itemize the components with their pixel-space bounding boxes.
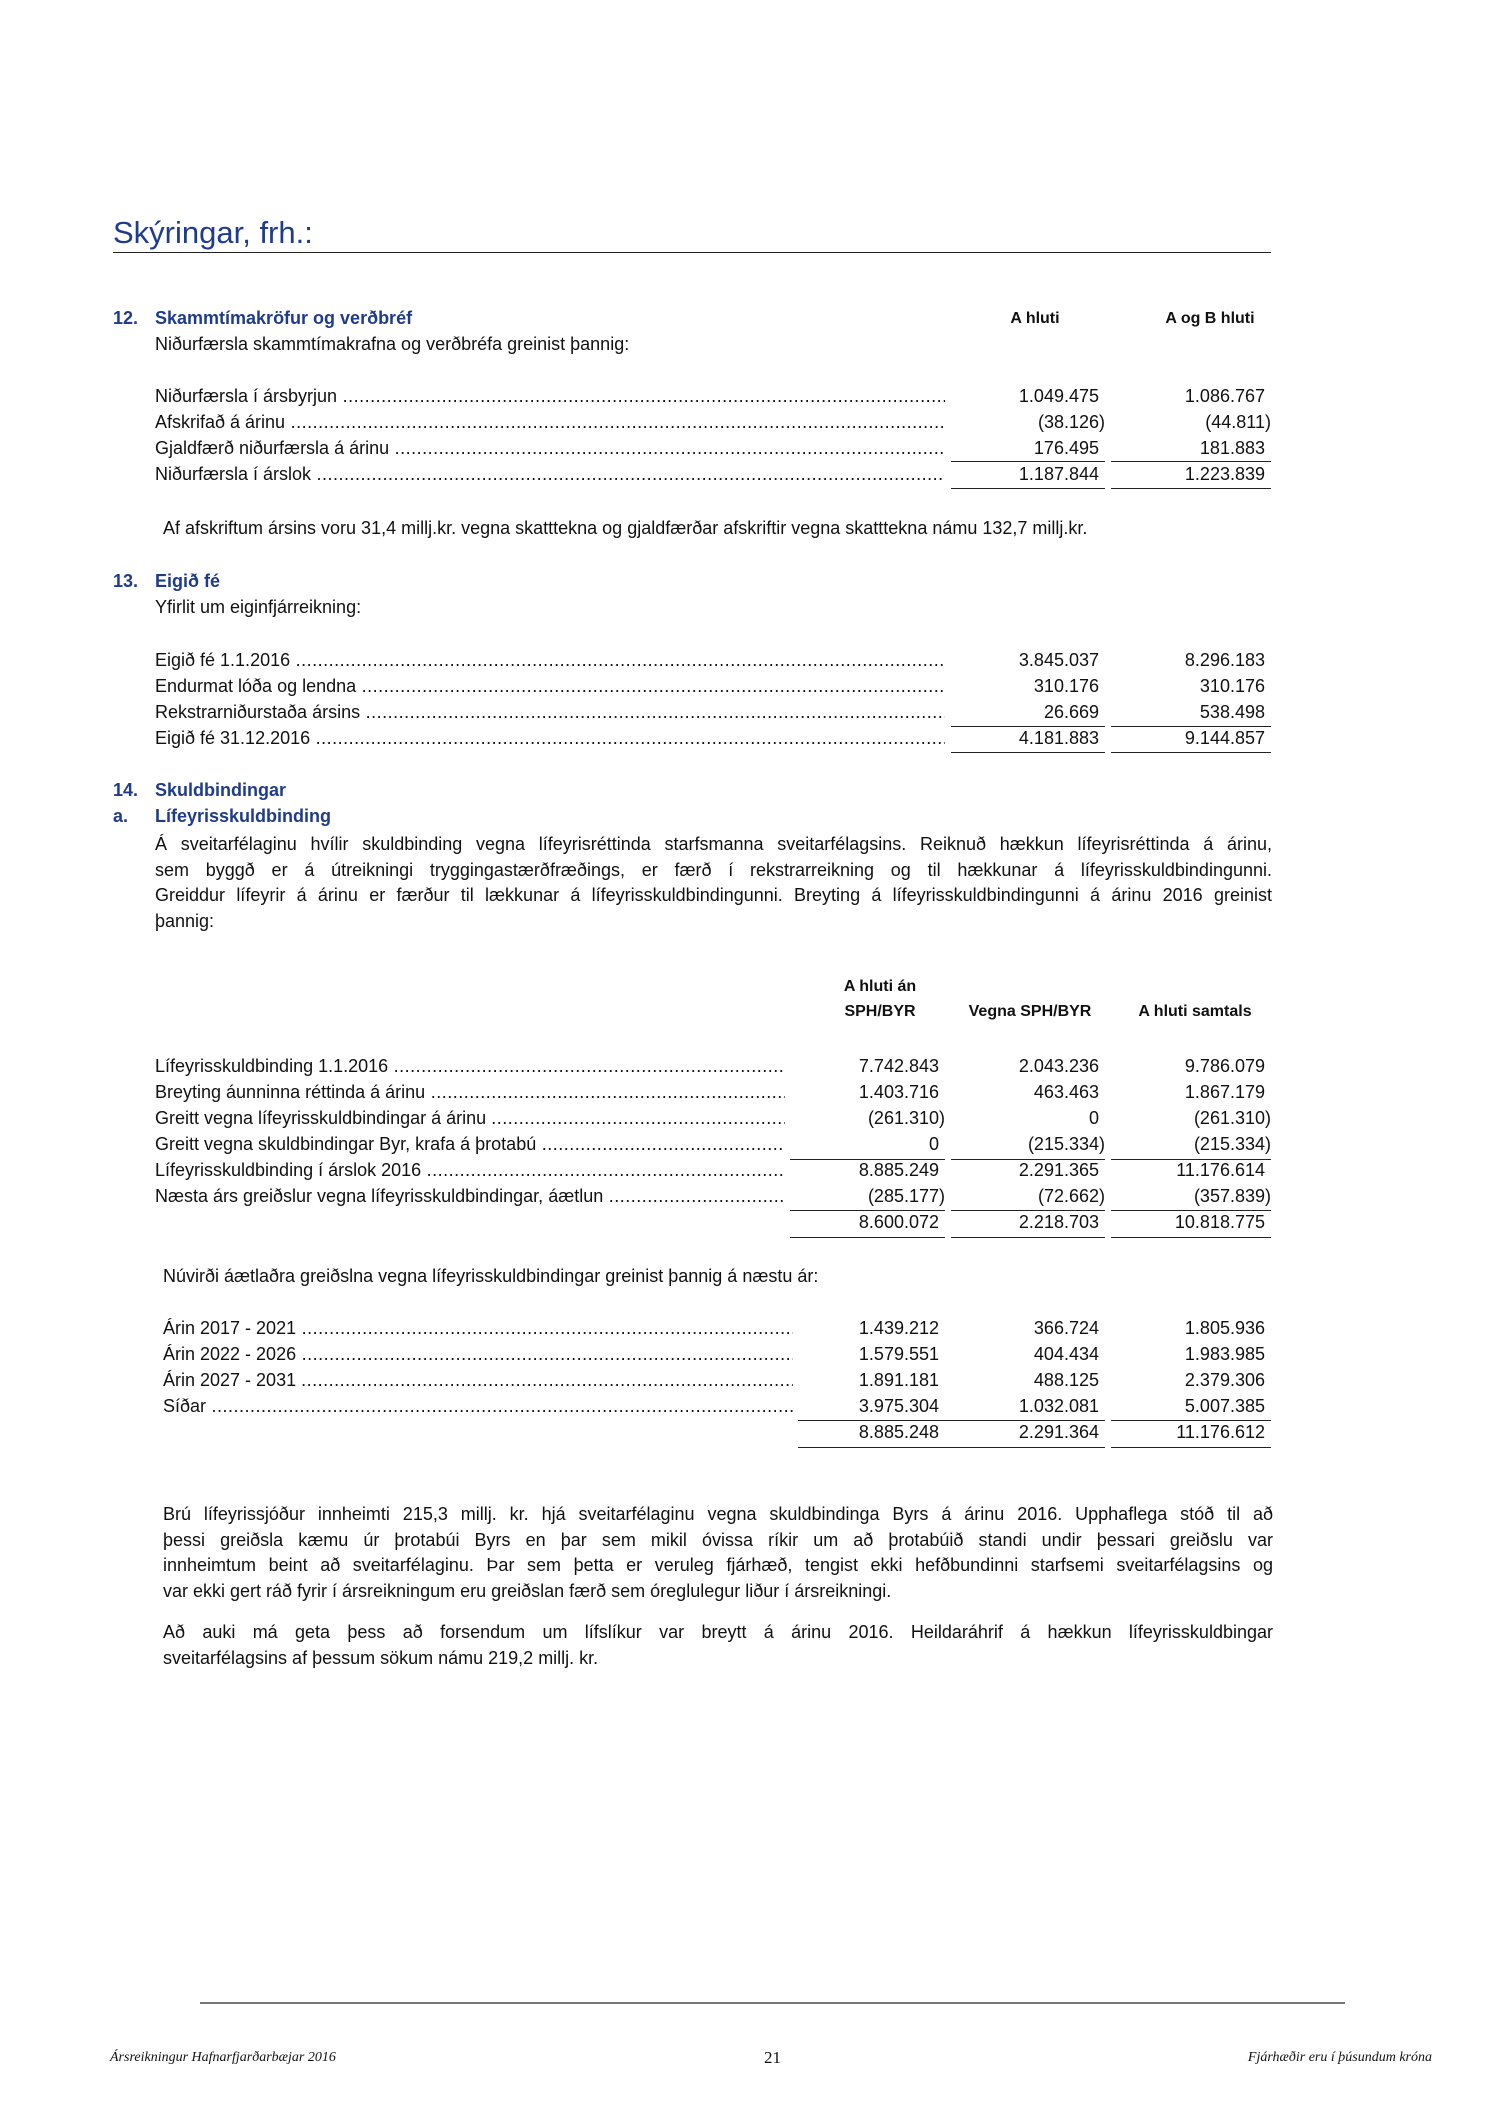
row-label-text: Árin 2017 - 2021 [163, 1318, 297, 1338]
underline [1111, 461, 1271, 462]
paragraph-line: Að auki má geta þess að forsendum um lífslíkur var breytt á árinu 2016. Heildaráhrif á hækkun lífeyrisskuldbingar [163, 1622, 1273, 1642]
cell-value: 3.845.037 [1018, 650, 1099, 670]
cell-value: 2.379.306 [1184, 1370, 1265, 1390]
row-label-text: Árin 2022 - 2026 [163, 1344, 297, 1364]
cell-value: 176.495 [1033, 438, 1099, 458]
underline [790, 1237, 945, 1238]
cell-value: 8.296.183 [1184, 650, 1265, 670]
section-14a-letter: a. [113, 806, 129, 826]
paragraph-line: sveitarfélagsins af þessum sökum námu 219,2 millj. kr. [163, 1647, 599, 1668]
row-label [155, 438, 945, 459]
row-label-text: Næsta árs greiðslur vegna lífeyrisskuldbindingar, áætlun [155, 1186, 604, 1206]
leader-dots [301, 1370, 793, 1390]
cell-value: (357.839) [1193, 1186, 1271, 1206]
underline [1111, 488, 1271, 489]
underline [945, 1420, 1105, 1421]
cell-value: 404.434 [1033, 1344, 1099, 1364]
cell-value: 2.291.364 [1018, 1422, 1099, 1442]
cell-value: 366.724 [1033, 1318, 1099, 1338]
row-label [155, 1108, 785, 1129]
row-label [163, 1318, 793, 1339]
cell-value: 5.007.385 [1184, 1396, 1265, 1416]
cell-value: (215.334) [1027, 1134, 1105, 1154]
row-label-text: Breyting áunninna réttinda á árinu [155, 1082, 426, 1102]
section-12-subtitle: Niðurfærsla skammtímakrafna og verðbréfa greinist þannig: [155, 334, 630, 354]
cell-value: 488.125 [1033, 1370, 1099, 1390]
section-14a-paragraph [155, 832, 1272, 934]
row-label [155, 412, 945, 433]
row-label [155, 702, 945, 723]
cell-value: 1.579.551 [858, 1344, 939, 1364]
row-label-text: Eigið fé 1.1.2016 [155, 650, 291, 670]
cell-value: (44.811) [1205, 412, 1271, 432]
underline [790, 1210, 945, 1211]
leader-dots [389, 438, 945, 458]
cell-value: 10.818.775 [1174, 1212, 1265, 1232]
leader-dots [310, 728, 945, 748]
underline [951, 1159, 1105, 1160]
row-label [155, 1160, 785, 1181]
cell-value: 8.885.248 [858, 1422, 939, 1442]
cell-value: 1.223.839 [1184, 464, 1265, 484]
cell-value: 1.891.181 [858, 1370, 939, 1390]
cell-value: 1.049.475 [1018, 386, 1099, 406]
present-value-intro: Núvirði áætlaðra greiðslna vegna lífeyrisskuldbindingar greinist þannig á næstu ár: [163, 1266, 819, 1286]
section-14-number: 14. [113, 780, 139, 800]
cell-value: 0 [928, 1134, 939, 1154]
row-label-text: Síðar [163, 1396, 207, 1416]
footer-rule [200, 2002, 1345, 2004]
underline [951, 488, 1105, 489]
leader-dots [425, 1082, 785, 1102]
cell-value: 9.786.079 [1184, 1056, 1265, 1076]
row-label-text: Afskrifað á árinu [155, 412, 286, 432]
row-label [163, 1396, 793, 1417]
row-label-text: Greitt vegna lífeyrisskuldbindingar á árinu [155, 1108, 492, 1128]
leader-dots [296, 1344, 793, 1364]
row-label [155, 1186, 785, 1207]
underline [1111, 752, 1271, 753]
row-label-text: Eigið fé 31.12.2016 [155, 728, 311, 748]
underline [945, 1447, 1105, 1448]
cell-value: (261.310) [1193, 1108, 1271, 1128]
footer-currency-note: Fjárhæðir eru í þúsundum króna [1247, 2050, 1432, 2065]
row-label-text: Lífeyrisskuldbinding 1.1.2016 [155, 1056, 389, 1076]
cell-value: 3.975.304 [858, 1396, 939, 1416]
leader-dots [356, 676, 945, 696]
col-header-a-hluti-samtals: A hluti samtals [1138, 1003, 1252, 1020]
cell-value: (215.334) [1193, 1134, 1271, 1154]
underline [951, 726, 1105, 727]
underline [951, 752, 1105, 753]
leader-dots [536, 1134, 785, 1154]
row-label-text: Niðurfærsla í árslok [155, 464, 312, 484]
cell-value: (72.662) [1037, 1186, 1105, 1206]
cell-value: 1.187.844 [1018, 464, 1099, 484]
paragraph-line: þessi greiðsla kæmu úr þrotabúi Byrs en þar sem mikil óvissa ríkir um að þrotabúið standi undir þessari greiðslu var [163, 1529, 1273, 1550]
section-12-heading: Skammtímakröfur og verðbréf [155, 308, 413, 328]
cell-value: 1.867.179 [1184, 1082, 1265, 1102]
paragraph-line: Greiddur lífeyrir á árinu er færður til lækkunar á lífeyrisskuldbindingunni. Breyting á lífeyrisskuldbindingunni á árinu 2016 greinist [155, 885, 1272, 905]
underline [1111, 1237, 1271, 1238]
cell-value: 310.176 [1033, 676, 1099, 696]
title-rule [113, 252, 1271, 253]
row-label [163, 1344, 793, 1365]
row-label [155, 728, 945, 749]
cell-value: 2.043.236 [1018, 1056, 1099, 1076]
leader-dots [206, 1396, 793, 1416]
row-label-text: Endurmat lóða og lendna [155, 676, 357, 696]
life-expectancy-paragraph [163, 1620, 1273, 1671]
cell-value: 7.742.843 [858, 1056, 939, 1076]
cell-value: 26.669 [1043, 702, 1099, 722]
cell-value: 8.885.249 [858, 1160, 939, 1180]
underline [1111, 1210, 1271, 1211]
row-label-text: Niðurfærsla í ársbyrjun [155, 386, 338, 406]
cell-value: 2.218.703 [1018, 1212, 1099, 1232]
section-13-number: 13. [113, 571, 139, 591]
section-12-note: Af afskriftum ársins voru 31,4 millj.kr. vegna skatttekna og gjaldfærðar afskriftir vegna skatttekna námu 132,7 millj.kr. [163, 518, 1088, 538]
row-label-text: Greitt vegna skuldbindingar Byr, krafa á þrotabú [155, 1134, 537, 1154]
cell-value: 463.463 [1033, 1082, 1099, 1102]
cell-value: (38.126) [1037, 412, 1105, 432]
col-header-vegna-sph-byr: Vegna SPH/BYR [968, 1003, 1092, 1020]
underline [951, 461, 1105, 462]
cell-value: 310.176 [1199, 676, 1265, 696]
leader-dots [388, 1056, 785, 1076]
leader-dots [290, 650, 945, 670]
underline [951, 1237, 1105, 1238]
row-label [155, 650, 945, 671]
row-label [155, 676, 945, 697]
row-label [163, 1370, 793, 1391]
underline [790, 1159, 945, 1160]
row-label-text: Gjaldfærð niðurfærsla á árinu [155, 438, 390, 458]
leader-dots [421, 1160, 785, 1180]
section-14-heading: Skuldbindingar [155, 780, 287, 800]
cell-value: 181.883 [1199, 438, 1265, 458]
underline [1111, 1447, 1271, 1448]
row-label-text: Lífeyrisskuldbinding í árslok 2016 [155, 1160, 422, 1180]
row-label-text: Rekstrarniðurstaða ársins [155, 702, 361, 722]
leader-dots [311, 464, 945, 484]
footer-report-title: Ársreikningur Hafnarfjarðarbæjar 2016 [110, 2050, 336, 2065]
byr-payment-paragraph [163, 1502, 1273, 1604]
leader-dots [491, 1108, 785, 1128]
col-header-a-hluti: A hluti [1010, 310, 1060, 327]
paragraph-line: var ekki gert ráð fyrir í ársreikningum eru greiðslan færð sem óreglulegur liður í ársreikningi. [163, 1580, 892, 1601]
underline [798, 1420, 945, 1421]
section-14a-heading: Lífeyrisskuldbinding [155, 806, 332, 826]
cell-value: (285.177) [867, 1186, 945, 1206]
cell-value: 11.176.614 [1176, 1160, 1265, 1180]
cell-value: 11.176.612 [1176, 1422, 1265, 1442]
col-header-a-hluti-an-line2: SPH/BYR [844, 1003, 916, 1020]
paragraph-line: Brú lífeyrissjóður innheimti 215,3 millj. kr. hjá sveitarfélaginu vegna skuldbindinga Byrs á árinu 2016. Upphaflega stóð til að [163, 1504, 1273, 1524]
underline [1111, 726, 1271, 727]
paragraph-line: Á sveitarfélaginu hvílir skuldbinding vegna lífeyrisréttinda starfsmanna sveitarfélagsins. Reiknuð hækkun lífeyrisréttinda á árinu, [155, 834, 1272, 854]
cell-value: 4.181.883 [1018, 728, 1099, 748]
paragraph-line: sem byggð er á útreikningi tryggingastærðfræðings, er færð í rekstrarreikning og til hækkunar á lífeyrisskuldbindingunni. [155, 859, 1272, 880]
row-label-text: Árin 2027 - 2031 [163, 1370, 302, 1390]
cell-value: (261.310) [867, 1108, 945, 1128]
col-header-a-hluti-an-line1: A hluti án [843, 978, 917, 995]
paragraph-line: þannig: [155, 910, 215, 931]
underline [798, 1447, 945, 1448]
cell-value: 1.403.716 [858, 1082, 939, 1102]
section-12-number: 12. [113, 308, 139, 328]
underline [1111, 1420, 1271, 1421]
paragraph-line: innheimtum beint að sveitarfélaginu. Þar sem þetta er veruleg fjárhæð, tengist ekki hefðbundinni starfsemi sveitarfélagsins og [163, 1555, 1273, 1575]
row-label [155, 1056, 785, 1077]
cell-value: 1.983.985 [1184, 1344, 1265, 1364]
underline [951, 1210, 1105, 1211]
leader-dots [296, 1318, 793, 1338]
leader-dots [360, 702, 945, 722]
row-label [155, 386, 945, 407]
cell-value: 2.291.365 [1018, 1160, 1099, 1180]
row-label [155, 464, 945, 485]
cell-value: 0 [1088, 1108, 1099, 1128]
cell-value: 1.439.212 [858, 1318, 939, 1338]
page-number: 21 [764, 2048, 781, 2067]
leader-dots [337, 386, 945, 406]
row-label [155, 1082, 785, 1103]
cell-value: 9.144.857 [1184, 728, 1265, 748]
cell-value: 1.805.936 [1184, 1318, 1265, 1338]
cell-value: 1.086.767 [1184, 386, 1265, 406]
page-title: Skýringar, frh.: [113, 215, 313, 250]
cell-value: 1.032.081 [1018, 1396, 1099, 1416]
cell-value: 538.498 [1199, 702, 1265, 722]
leader-dots [603, 1186, 785, 1206]
row-label [155, 1134, 785, 1155]
underline [1111, 1159, 1271, 1160]
section-13-subtitle: Yfirlit um eiginfjárreikning: [155, 597, 362, 617]
section-13-heading: Eigið fé [155, 571, 221, 591]
cell-value: 8.600.072 [858, 1212, 939, 1232]
col-header-a-og-b-hluti: A og B hluti [1165, 310, 1255, 327]
leader-dots [285, 412, 945, 432]
